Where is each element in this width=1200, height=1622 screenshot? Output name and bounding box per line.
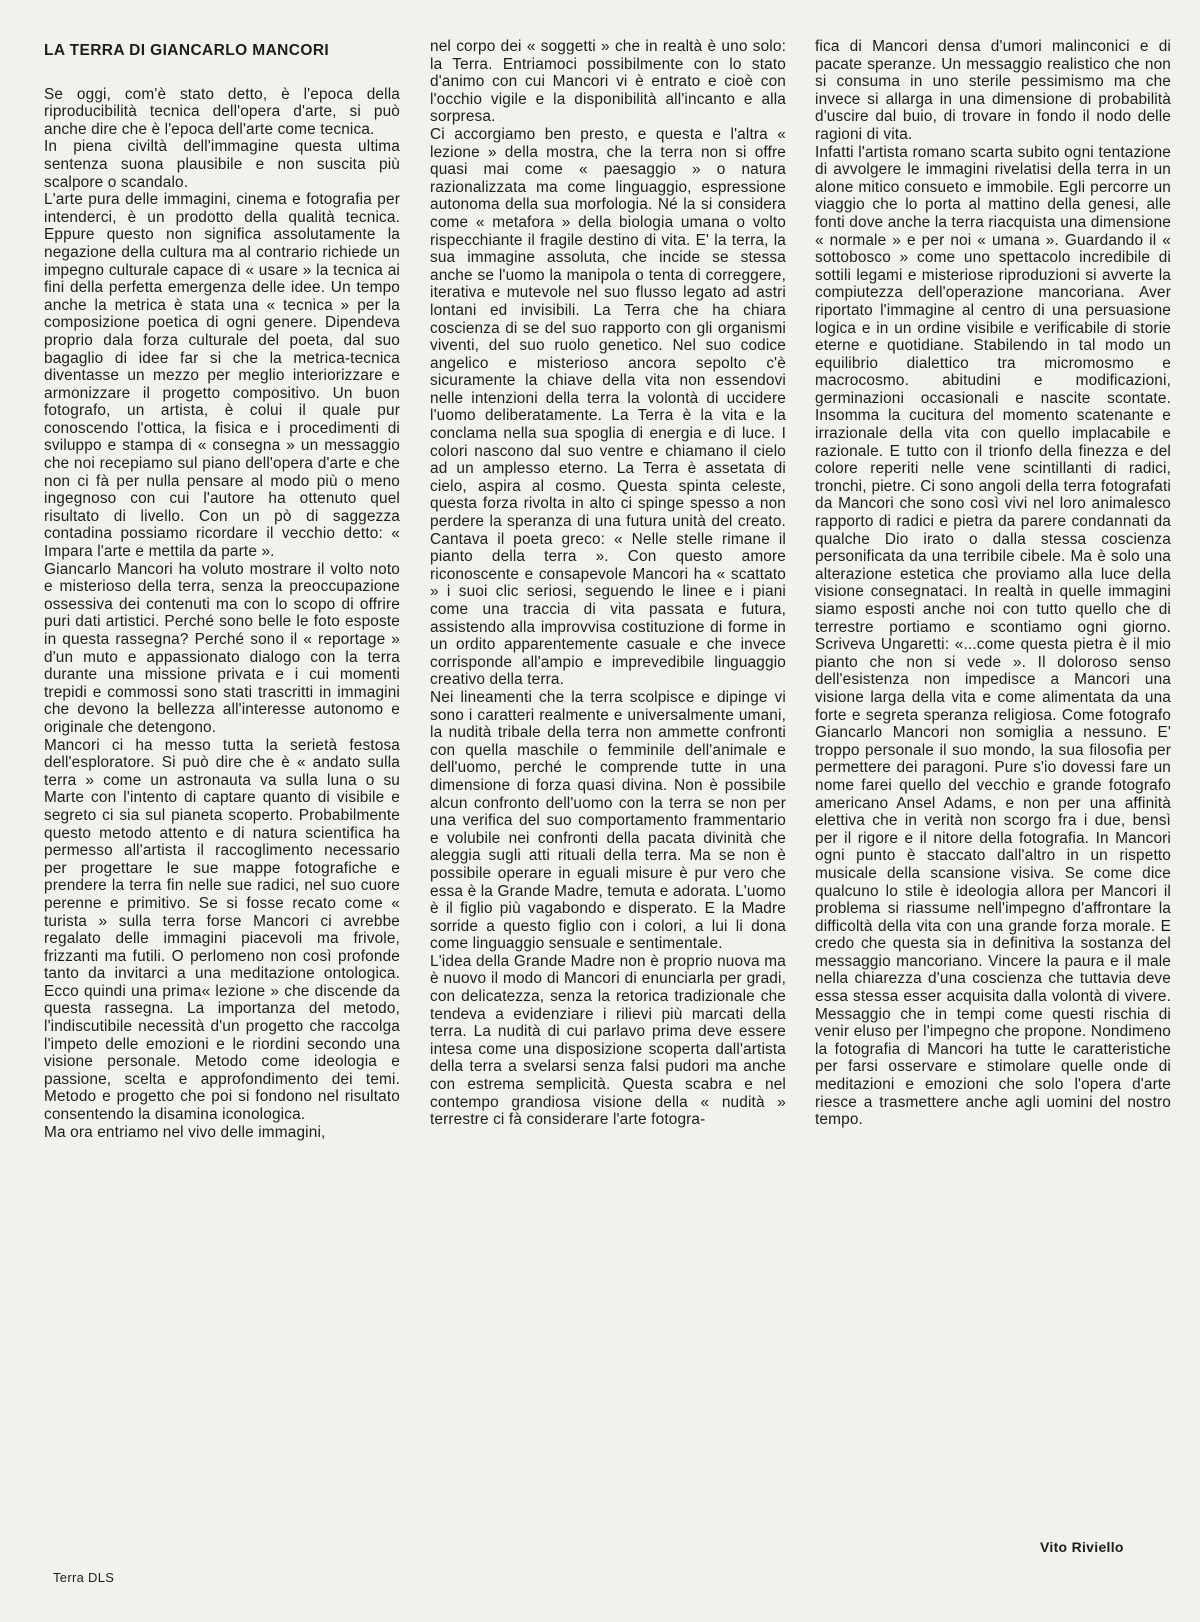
paragraph: Ma ora entriamo nel vivo delle immagini, xyxy=(44,1123,326,1141)
paragraph: Infatti l'artista romano scarta subito ogni tentazione di avvolgere le immagini rivelatisi della terra in un alone mitico consueto e immobile. Egli percorre un viaggio che lo porta al mattino della genesi, alle fonti dove anche la terra riacquista una dimensione « normale » e per noi « umana ». Guardando il « sottobosco » come uno spettacolo incredibile di sottili legami e misteriose riproduzioni si avverte la compiutezza dell'operazione mancoriana. Aver riportato l'immagine al centro di una persuasione logica e in un ordine visibile e verificabile di storie eterne e quotidiane. Stabilendo in tal modo un equilibrio dialettico tra micromosmo e macrocosmo. abitudini e modificazioni, germinazioni occasionali e nascite scontate. Insomma la cucitura del momento scatenante e irrazionale della vita con quello implacabile e razionale. E tutto con il trionfo della finezza e del colore reperiti nelle vene scintillanti di radici, tronchi, pietre. Ci sono angoli della terra fotografati da Mancori che sono così vivi nel loro animalesco rapporto di radici e pietra da parere condannati da qualche Dio irato o dalla stessa coscienza personificata da una terribile cibele. Ma è solo una alterazione estetica che proviamo alla luce della visione consegnataci. In realtà in quelle immagini siamo esposti anche noi con tutto quello che di terrestre portiamo e scontiamo ogni giorno. Scriveva Ungaretti: «...come questa pietra è il mio pianto che non si vede ». Il doloroso senso dell'esistenza non impedisce a Mancori una visione larga della vita e come alimentata da una forte e segreta speranza religiosa. Come fotografo Giancarlo Mancori non somiglia a nessuno. E' troppo personale il suo mondo, la sua filosofia per permettere dei paragoni. Pure s'io dovessi fare un nome farei quello del vecchio e grande fotografo americano Ansel Adams, e non per una affinità elettiva che in verità non scorgo fra i due, bensì per il rigore e il nitore della fotografia. In Mancori ogni punto è staccato dall'altro in un rispetto musicale della scansione visiva. Se come dice qualcuno lo stile è ideologia allora per Mancori il problema si riassume nell'impegno d'affrontare la difficoltà della vita con una grande forza morale. E credo che questa sia in definitiva la sostanza del messaggio mancoriano. Vincere la paura e il male nella chiarezza d'una coscienza che tuttavia deve essa stessa esser acquisita dalla volontà di vivere. Messaggio che in tempi come questi rischia di venir eluso per l'impegno che propone. Nondimeno la fotografia di Mancori ha tutte le caratteristiche per farsi osservare e stimolare quelle onde di meditazioni e emozioni che solo l'opera d'arte riesce a trasmettere anche agli uomini del nostro tempo. xyxy=(815,143,1171,1129)
paragraph: Nei lineamenti che la terra scolpisce e dipinge vi sono i caratteri realmente e universalmente umani, la nudità tribale della terra non ammette confronti con quella maschile o femminile dell'animale e dell'uomo, perché le comprende tutte in una dimensione di forza quasi divina. Non è possibile alcun confronto dell'uomo con la terra se non per una verifica del suo comportamento frammentario e volubile nei confronti della pacata divinità che aleggia sugli atti rituali della terra. Ma se non è possibile operare in eguali misure è pur vero che essa è la Grande Madre, temuta e adorata. L'uomo è il figlio più vagabondo e disperato. E la Madre sorride a questo figlio con i colori, a lui li dona come linguaggio sensuale e sentimentale. xyxy=(430,688,786,953)
text-column-2 xyxy=(430,38,786,1129)
article-title: LA TERRA DI GIANCARLO MANCORI xyxy=(44,42,330,59)
page-footer: Terra DLS xyxy=(53,1570,115,1585)
paragraph: fica di Mancori densa d'umori malinconici e di pacate speranze. Un messaggio realistico che non si consuma in uno sterile pessimismo ma che invece si allarga in una dimensione di probabilità d'uscire dal buio, di trovare in fondo il nodo delle ragioni di vita. xyxy=(815,38,1171,143)
text-column-3 xyxy=(815,38,1171,1129)
text-column-1 xyxy=(44,38,400,1141)
paragraph: Mancori ci ha messo tutta la serietà festosa dell'esploratore. Si può dire che è « andato sulla terra » come un astronauta va sulla luna o su Marte con l'intento di captare quanto di visibile e segreto ci sia sul pianeta scoperto. Probabilmente questo metodo attento e di natura scientifica ha permesso all'artista il raccoglimento necessario per progettare le sue mappe fotografiche e prendere la terra fin nelle sue radici, nel suo cuore perenne e primitivo. Se si fosse recato come « turista » sulla terra forse Mancori ci avrebbe regalato delle immagini piacevoli ma frivole, frizzanti ma futili. O perlomeno non così profonde tanto da invitarci a una meditazione ontologica. Ecco quindi una prima« lezione » che discende da questa rassegna. La importanza del metodo, l'indiscutibile necessità d'un progetto che raccolga l'impeto delle emozioni e le riordini secondo una visione personale. Metodo come ideologia e passione, scelta e approfondimento dei temi. Metodo e progetto che poi si fondono nel risultato consentendo la disamina iconologica. xyxy=(44,736,400,1124)
author-signature: Vito Riviello xyxy=(1040,1539,1124,1555)
paragraph: Giancarlo Mancori ha voluto mostrare il volto noto e misterioso della terra, senza la preoccupazione ossessiva dei contenuti ma con lo scopo di offrire puri dati artistici. Perché sono belle le foto esposte in questa rassegna? Perché sono il « reportage » d'un muto e appassionato dialogo con la terra durante una missione privata e i cui momenti trepidi e commossi sono stati trascritti in immagini che devono la bellezza all'interesse autonomo e originale che detengono. xyxy=(44,560,400,736)
paragraph: Ci accorgiamo ben presto, e questa e l'altra « lezione » della mostra, che la terra non si offre quasi mai come « paesaggio » o natura razionalizzata ma come linguaggio, espressione autonoma della sua morfologia. Né la si considera come « metafora » della biologia umana o volto rispecchiante il fragile destino di vita. E' la terra, la sua immagine assoluta, che incide se stessa anche se l'uomo la manipola o tenta di correggere, iterativa e mutevole nel suo flusso legato ad astri lontani ed invisibili. La Terra che ha chiara coscienza di se del suo rapporto con gli organismi viventi, del suo ruolo genetico. Nel suo codice angelico e misterioso ancora sepolto c'è sicuramente la chiave della vita non essendovi nelle intenzioni della terra la volontà di uccidere l'uomo deliberatamente. La Terra è la vita e la conclama nella sua spoglia di energia e di luce. I colori nascono dal suo ventre e chiamano il cielo ad un amplesso eterno. La Terra è assetata di cielo, aspira al cosmo. Questa spinta celeste, questa forza rivolta in alto ci spinge spesso a non perdere la speranza di una futura unità del creato. Cantava il poeta greco: « Nelle stelle rimane il pianto della terra ». Con questo amore riconoscente e consapevole Mancori ha « scattato » i suoi clic seriosi, seguendo le linee e i piani come una traccia di vita passata e futura, assistendo alla improvvisa costituzione di forme in un ordito apparentemente casuale e che invece corrisponde all'ampio e imprevedibile linguaggio creativo della terra. xyxy=(430,125,786,689)
paragraph: In piena civiltà dell'immagine questa ultima sentenza suona plausibile e non suscita più scalpore o scandalo. xyxy=(44,138,400,191)
paragraph: L'idea della Grande Madre non è proprio nuova ma è nuovo il modo di Mancori di enunciarla per gradi, con delicatezza, senza la retorica tradizionale che tendeva a evidenziare i rilievi più marcati della terra. La nudità di cui parlavo prima deve essere intesa come una disposizione scoperta dall'artista della terra a svelarsi senza falsi pudori ma anche con estrema semplicità. Questa scabra e nel contempo grandiosa visione della « nudità » terrestre ci fà considerare l'arte fotogra- xyxy=(430,952,786,1129)
paragraph: nel corpo dei « soggetti » che in realtà è uno solo: la Terra. Entriamoci possibilmente con lo stato d'animo con cui Mancori vi è entrato e cioè con l'occhio vigile e la disponibilità all'incanto e alla sorpresa. xyxy=(430,38,786,126)
paragraph: L'arte pura delle immagini, cinema e fotografia per intenderci, è un prodotto della qualità tecnica. Eppure questo non significa assolutamente la negazione della cultura ma al contrario richiede un impegno culturale capace di « usare » la tecnica ai fini della perfetta emergenza delle idee. Un tempo anche la metrica è stata una « tecnica » per la composizione poetica di ogni genere. Dipendeva proprio dala forza culturale del poeta, dal suo bagaglio di idee far si che la metrica-tecnica diventasse un mezzo per meglio interiorizzare e armonizzare il progetto compositivo. Un buon fotografo, un artista, è colui il quale pur conoscendo l'ottica, la fisica e i procedimenti di sviluppo e stampa di « consegna » un messaggio che noi recepiamo sul piano dell'opera d'arte e che non ci fà per nulla pensare al modo più o meno ingegnoso con cui l'autore ha ottenuto quel risultato di livello. Con un pò di saggezza contadina possiamo ricordare il vecchio detto: « Impara l'arte e mettila da parte ». xyxy=(44,191,400,561)
paragraph: Se oggi, com'è stato detto, è l'epoca della riproducibilità tecnica dell'opera d'arte, si può anche dire che è l'epoca dell'arte come tecnica. xyxy=(44,85,400,138)
